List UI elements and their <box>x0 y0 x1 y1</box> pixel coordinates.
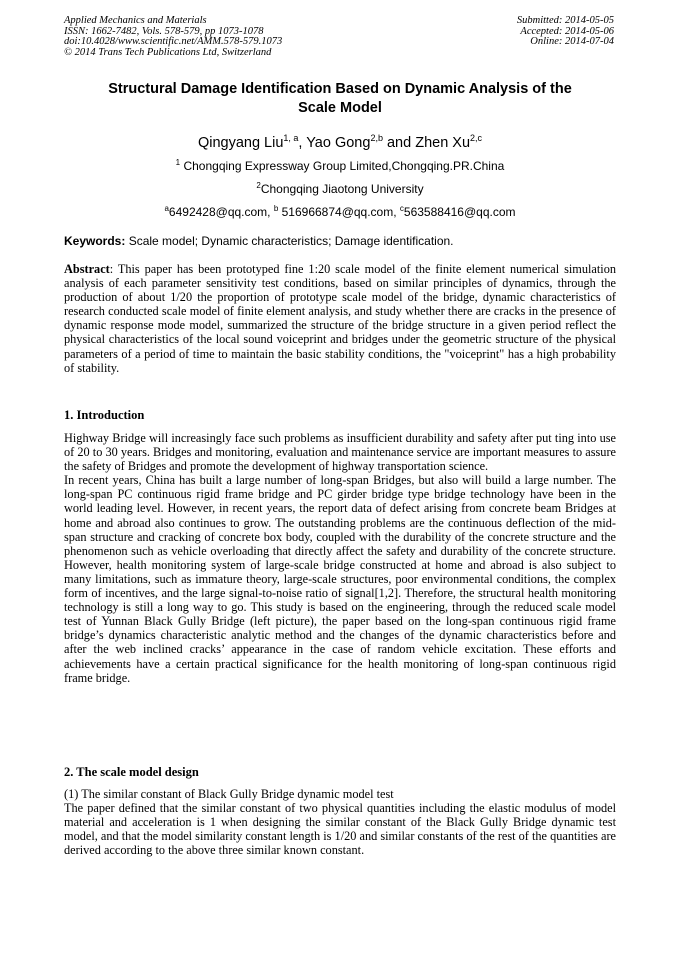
email-b: 516966874@qq.com, <box>278 205 400 219</box>
submitted-date: Submitted: 2014-05-05 <box>516 15 614 26</box>
title-line-1: Structural Damage Identification Based on Dynamic Analysis of the <box>108 81 572 97</box>
keywords <box>64 234 616 249</box>
affiliation-2-text: Chongqing Jiaotong University <box>260 182 424 196</box>
abstract-paragraph <box>64 262 616 375</box>
affiliation-2 <box>64 178 616 197</box>
intro-paragraph-1: Highway Bridge will increasingly face such problems as insufficient durability and safety after put ting into use of 20 to 30 years. Bridges and monitoring, evaluation and maintenance service are important measures to assure the safety of Bridges and promote the development of highway transportation science. <box>64 431 616 474</box>
section-2-heading: 2. The scale model design <box>64 765 199 779</box>
submission-dates <box>517 16 614 48</box>
author-3: and Zhen Xu <box>386 134 471 151</box>
email-a-sup: a <box>164 204 169 213</box>
author-list <box>64 128 616 153</box>
journal-issn: ISSN: 1662-7482, Vols. 578-579, pp 1073-1078 <box>64 25 264 37</box>
design-paragraph-1: (1) The similar constant of Black Gully Bridge dynamic model test <box>64 787 394 801</box>
journal-name: Applied Mechanics and Materials <box>64 15 207 26</box>
section-1-body <box>64 431 616 685</box>
affiliation-1-text: Chongqing Expressway Group Limited,Chongqing.PR.China <box>183 159 505 173</box>
author-emails <box>64 201 616 220</box>
affiliation-1-sup: 1 <box>175 158 181 167</box>
author-1-sup: 1, a <box>283 133 299 143</box>
title-line-2: Scale Model <box>298 100 382 116</box>
email-b-sup: b <box>273 204 279 213</box>
intro-paragraph-2: In recent years, China has built a large number of long-span Bridges, but also will build a large number. The long-span PC continuous rigid frame bridge and PC girder bridge type bridge technology have been in the world leading level. However, in recent years, the report data of defect arising from concrete beam Bridges at home and abroad also continues to grow. The outstanding problems are the continuous deflection of the mid-span structure and cracking of concrete box body, coupled with the durability of the concrete structure and the phenomenon such as vehicle overloading that directly affect the safety and durability of the concrete structure. However, health monitoring system of large-scale bridge constructed at home and abroad is also subject to many limitations, such as immature theory, large-scale structures, poor environmental conditions, the complex form of incentives, and the large signal-to-noise ratio of signal[1,2]. Therefore, the structural health monitoring technology is still a long way to go. This study is based on the engineering, through the reduced scale model test of Yunnan Black Gully Bridge (left picture), the paper based on the long-span continuous rigid frame bridge’s dynamics characteristic analytic method and the changes of the dynamic characteristics before and after the web inclined cracks’ appearance in the case of random vehicle excitation. These efforts and achievements have a certain practical significance for the health monitoring of long-span continuous rigid frame bridge. <box>64 473 616 685</box>
keywords-text: Scale model; Dynamic characteristics; Damage identification. <box>125 234 454 248</box>
affiliation-2-sup: 2 <box>256 181 261 190</box>
affiliation-1 <box>64 155 616 174</box>
journal-copyright: © 2014 Trans Tech Publications Ltd, Switzerland <box>64 46 272 58</box>
journal-doi: doi:10.4028/www.scientific.net/AMM.578-579.1073 <box>64 36 283 48</box>
design-paragraph-2: The paper defined that the similar constant of two physical quantities including the elastic modulus of model material and acceleration is 1 when designing the similar constant of the Black Gully Bridge dynamic test model, and that the model similarity constant length is 1/20 and similar constants of the rest of the quantities are derived according to the above three similar known constant. <box>64 801 616 858</box>
abstract-text: : This paper has been prototyped fine 1:20 scale model of the finite element numerical simulation analysis of each parameter sensitivity test conditions, based on similar principles of dynamics, through the production of about 1/20 the proportion of prototype scale model of the bridge, dynamic characteristics of research conducted scale model of finite element analysis, and study whether there are cracks in the presence of dynamic response mode model, summarized the structure of the bridge structure in a given period reflect the physical characteristics of the local sound voiceprint and bridges under the geometric structure of the physical parameters of a period of time to maintain the basic stability conditions, the "voiceprint" has a high probability of stability. <box>64 262 616 375</box>
email-a: 6492428@qq.com, <box>168 205 274 219</box>
abstract-label: Abstract <box>64 262 110 276</box>
paper-title <box>64 80 616 118</box>
author-1: Qingyang Liu <box>197 134 284 151</box>
author-2: , Yao Gong <box>298 134 371 151</box>
abstract <box>64 262 616 375</box>
email-c-sup: c <box>399 204 404 213</box>
online-date: Online: 2014-07-04 <box>530 36 614 48</box>
journal-info <box>64 16 282 58</box>
email-c: 563588416@qq.com <box>403 205 516 219</box>
section-2-body <box>64 787 616 857</box>
author-3-sup: 2,c <box>470 133 483 143</box>
section-1-heading: 1. Introduction <box>64 408 145 422</box>
keywords-label: Keywords: <box>64 234 126 248</box>
accepted-date: Accepted: 2014-05-06 <box>520 25 614 37</box>
author-2-sup: 2,b <box>370 133 383 143</box>
